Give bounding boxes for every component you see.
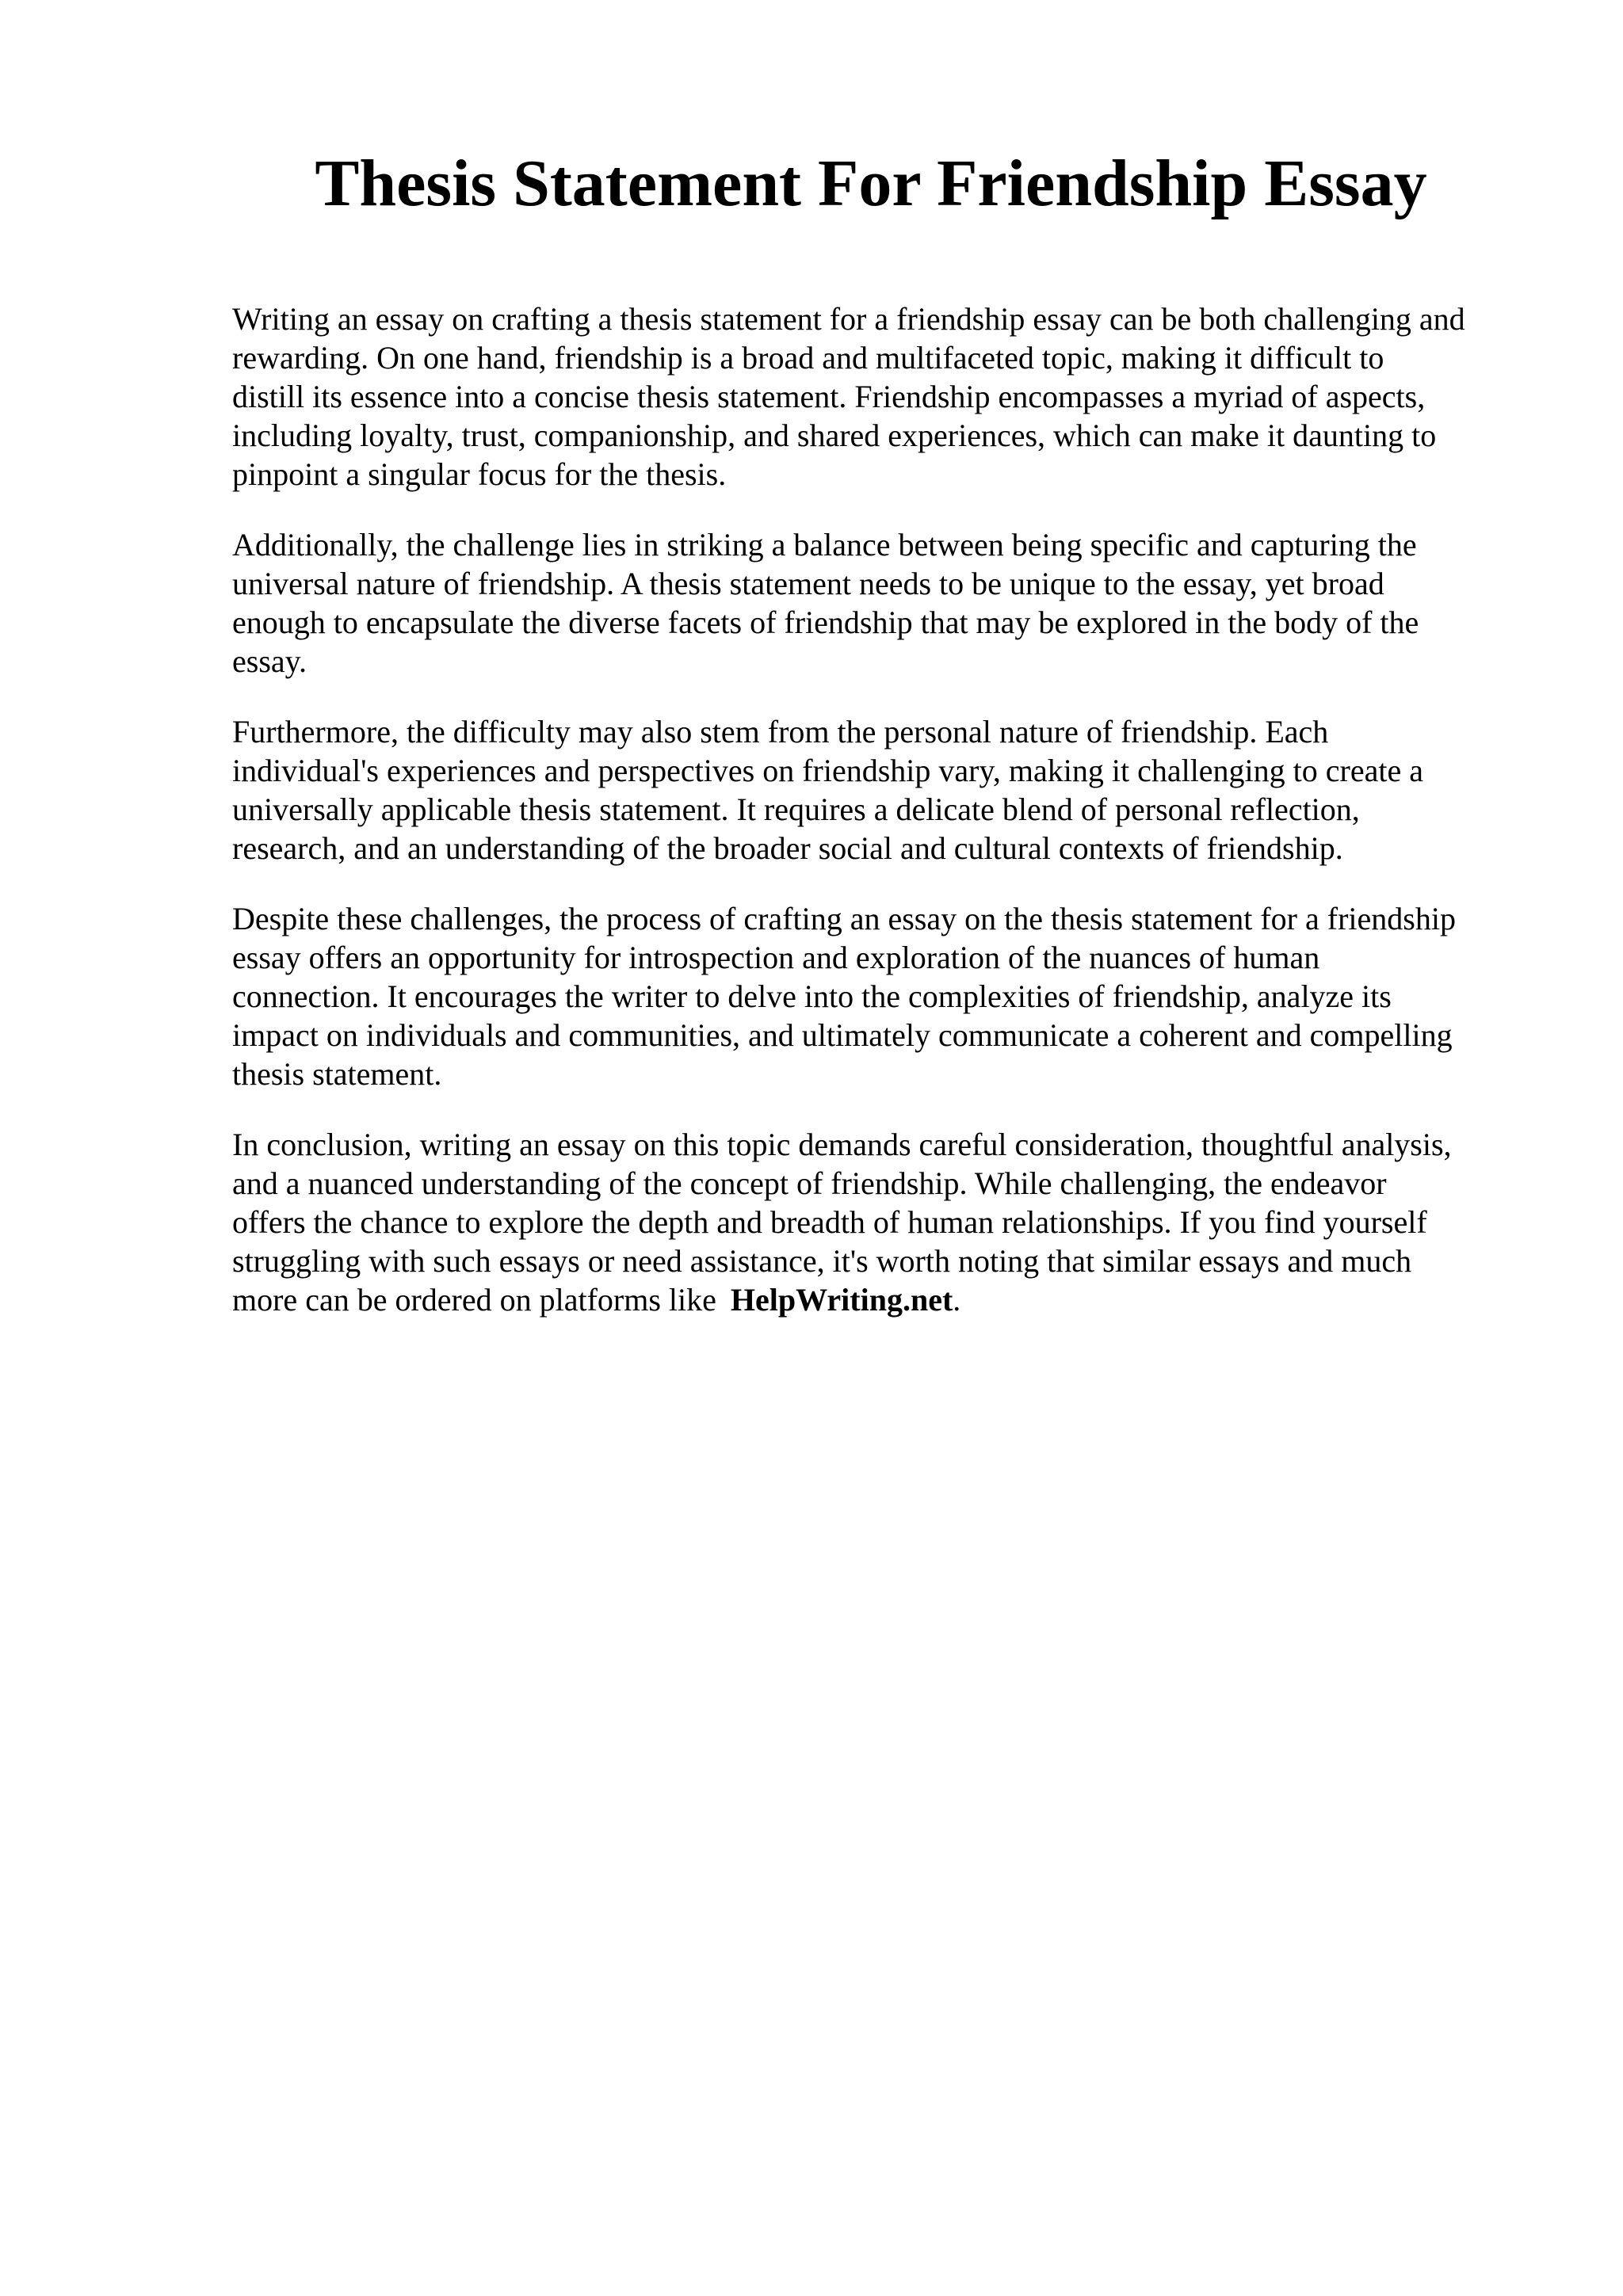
paragraph-line: and a nuanced understanding of the concept of friendship. While challenging, the endeavor (232, 1165, 1387, 1201)
paragraph-line: universally applicable thesis statement. It requires a delicate blend of personal reflection, (232, 791, 1360, 827)
paragraph-line: essay offers an opportunity for introspection and exploration of the nuances of human (232, 940, 1320, 975)
paragraph-line: struggling with such essays or need assistance, it's worth noting that similar essays and much (232, 1243, 1412, 1279)
paragraph-5 (232, 1125, 1532, 1319)
paragraph-3 (232, 712, 1532, 868)
last-line-suffix: . (953, 1282, 961, 1318)
paragraph-line: offers the chance to explore the depth and breadth of human relationships. If you find yourself (232, 1204, 1427, 1240)
paragraph-line: Additionally, the challenge lies in striking a balance between being specific and capturing the (232, 527, 1417, 563)
paragraph-1 (232, 299, 1532, 494)
paragraph-line: Furthermore, the difficulty may also stem from the personal nature of friendship. Each (232, 714, 1329, 749)
paragraph-last-line (232, 1280, 1532, 1319)
paragraph-line: pinpoint a singular focus for the thesis. (232, 456, 727, 492)
last-line-prefix: more can be ordered on platforms like (232, 1282, 724, 1318)
paragraph-line: universal nature of friendship. A thesis statement needs to be unique to the essay, yet broad (232, 566, 1384, 601)
paragraph-line: Despite these challenges, the process of crafting an essay on the thesis statement for a friendship (232, 901, 1456, 936)
paragraph-line: connection. It encourages the writer to delve into the complexities of friendship, analyze its (232, 978, 1392, 1014)
page-title: Thesis Statement For Friendship Essay (315, 147, 1427, 220)
helpwriting-brand-text: HelpWriting.net (730, 1282, 953, 1318)
paragraph-2 (232, 525, 1532, 681)
paragraph-line: thesis statement. (232, 1056, 442, 1092)
paragraph-line: Writing an essay on crafting a thesis statement for a friendship essay can be both challenging and (232, 301, 1465, 337)
paragraph-line: individual's experiences and perspectives on friendship vary, making it challenging to create a (232, 753, 1423, 788)
paragraph-line: impact on individuals and communities, and ultimately communicate a coherent and compelling (232, 1017, 1453, 1053)
paragraph-line: rewarding. On one hand, friendship is a broad and multifaceted topic, making it difficult to (232, 340, 1384, 376)
document-body (232, 299, 1532, 1351)
paragraph-line: essay. (232, 643, 307, 679)
paragraph-line: research, and an understanding of the broader social and cultural contexts of friendship. (232, 830, 1343, 866)
paragraph-line: distill its essence into a concise thesis statement. Friendship encompasses a myriad of aspects, (232, 379, 1426, 414)
paragraph-line: enough to encapsulate the diverse facets of friendship that may be explored in the body of the (232, 605, 1419, 640)
paragraph-line: including loyalty, trust, companionship, and shared experiences, which can make it daunting to (232, 418, 1437, 453)
paragraph-line: In conclusion, writing an essay on this topic demands careful consideration, thoughtful analysis, (232, 1127, 1452, 1162)
paragraph-4 (232, 899, 1532, 1093)
